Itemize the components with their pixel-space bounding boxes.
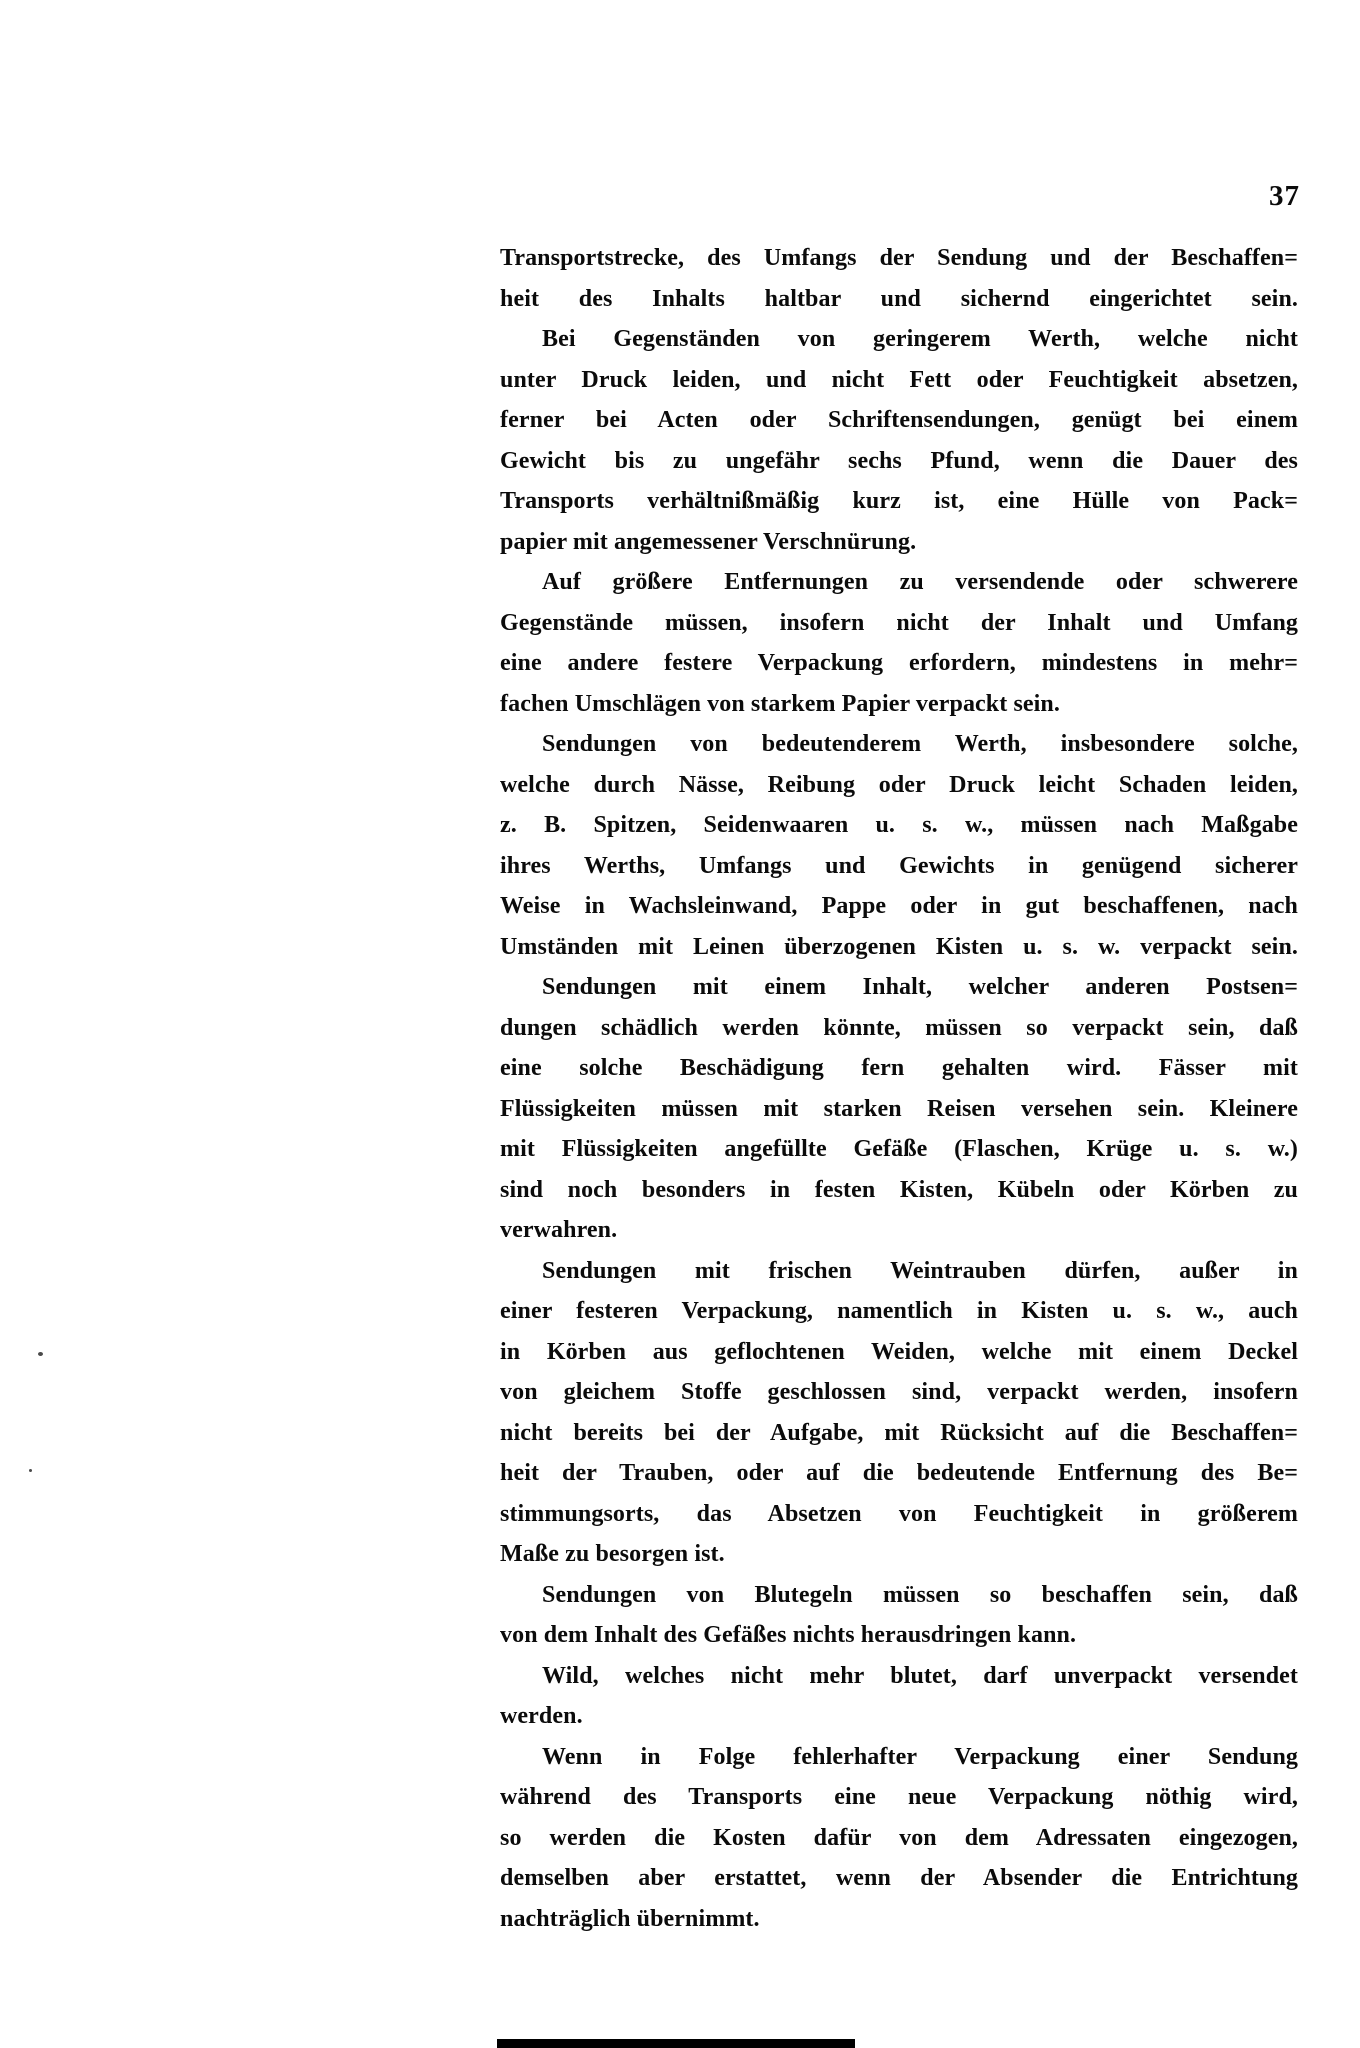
text-line: so werden die Kosten dafür von dem Adressaten eingezogen, <box>500 1824 1298 1851</box>
text-line: von dem Inhalt des Gefäßes nichts herausdringen kann. <box>500 1622 1077 1648</box>
text-line: demselben aber erstattet, wenn der Absender die Entrichtung <box>500 1865 1298 1891</box>
scan-artifact-bar <box>497 2039 855 2048</box>
text-line: eine andere festere Verpackung erfordern, mindestens in mehr= <box>500 650 1298 676</box>
text-line: Sendungen mit einem Inhalt, welcher anderen Postsen= <box>542 974 1298 1000</box>
text-line: Auf größere Entfernungen zu versendende oder schwerere <box>542 569 1298 595</box>
text-line: einer festeren Verpackung, namentlich in Kisten u. s. w., auch <box>500 1298 1298 1324</box>
text-line: nicht bereits bei der Aufgabe, mit Rücksicht auf die Beschaffen= <box>500 1419 1298 1446</box>
text-line: nachträglich übernimmt. <box>500 1905 760 1932</box>
text-line: Transports verhältnißmäßig kurz ist, eine Hülle von Pack= <box>500 488 1298 514</box>
text-line: Sendungen von bedeutenderem Werth, insbesondere solche, <box>542 731 1298 757</box>
text-line: verwahren. <box>500 1217 618 1243</box>
text-line: Bei Gegenständen von geringerem Werth, welche nicht <box>542 326 1298 352</box>
text-line: sind noch besonders in festen Kisten, Kübeln oder Körben zu <box>500 1176 1298 1203</box>
text-line: fachen Umschlägen von starkem Papier verpackt sein. <box>500 690 1060 717</box>
text-line: Transportstrecke, des Umfangs der Sendung und der Beschaffen= <box>500 245 1298 271</box>
text-line: Flüssigkeiten müssen mit starken Reisen versehen sein. Kleinere <box>500 1095 1298 1122</box>
scan-speck <box>29 1469 32 1472</box>
text-line: Maße zu besorgen ist. <box>500 1541 725 1567</box>
text-block <box>500 238 1298 1939</box>
text-line: während des Transports eine neue Verpackung nöthig wird, <box>500 1784 1298 1810</box>
text-line: ferner bei Acten oder Schriftensendungen, genügt bei einem <box>500 407 1298 433</box>
text-line: Weise in Wachsleinwand, Pappe oder in gut beschaffenen, nach <box>500 893 1298 919</box>
text-line: Gewicht bis zu ungefähr sechs Pfund, wenn die Dauer des <box>500 447 1298 474</box>
page-number: 37 <box>1269 180 1300 212</box>
text-line: Sendungen mit frischen Weintrauben dürfen, außer in <box>542 1257 1298 1284</box>
text-line: papier mit angemessener Verschnürung. <box>500 528 917 555</box>
text-line: eine solche Beschädigung fern gehalten wird. Fässer mit <box>500 1055 1298 1081</box>
scan-speck <box>38 1352 43 1356</box>
text-line: Gegenstände müssen, insofern nicht der Inhalt und Umfang <box>500 609 1298 636</box>
text-line: heit der Trauben, oder auf die bedeutende Entfernung des Be= <box>500 1460 1298 1486</box>
text-line: dungen schädlich werden könnte, müssen so verpackt sein, daß <box>500 1014 1298 1041</box>
text-line: werden. <box>500 1703 583 1729</box>
text-line: welche durch Nässe, Reibung oder Druck leicht Schaden leiden, <box>500 771 1298 798</box>
text-line: stimmungsorts, das Absetzen von Feuchtigkeit in größerem <box>500 1500 1298 1527</box>
text-line: Umständen mit Leinen überzogenen Kisten u. s. w. verpackt sein. <box>500 933 1298 960</box>
text-line: Wild, welches nicht mehr blutet, darf unverpackt versendet <box>542 1662 1298 1689</box>
text-line: ihres Werths, Umfangs und Gewichts in genügend sicherer <box>500 852 1298 879</box>
text-line: Sendungen von Blutegeln müssen so beschaffen sein, daß <box>542 1581 1298 1608</box>
text-line: Wenn in Folge fehlerhafter Verpackung einer Sendung <box>542 1743 1298 1770</box>
text-line: mit Flüssigkeiten angefüllte Gefäße (Flaschen, Krüge u. s. w.) <box>500 1136 1298 1162</box>
text-line: heit des Inhalts haltbar und sichernd eingerichtet sein. <box>500 285 1298 312</box>
text-line: in Körben aus geflochtenen Weiden, welche mit einem Deckel <box>500 1338 1298 1365</box>
text-line: z. B. Spitzen, Seidenwaaren u. s. w., müssen nach Maßgabe <box>500 812 1298 838</box>
text-line: von gleichem Stoffe geschlossen sind, verpackt werden, insofern <box>500 1379 1298 1405</box>
text-line: unter Druck leiden, und nicht Fett oder Feuchtigkeit absetzen, <box>500 366 1298 393</box>
